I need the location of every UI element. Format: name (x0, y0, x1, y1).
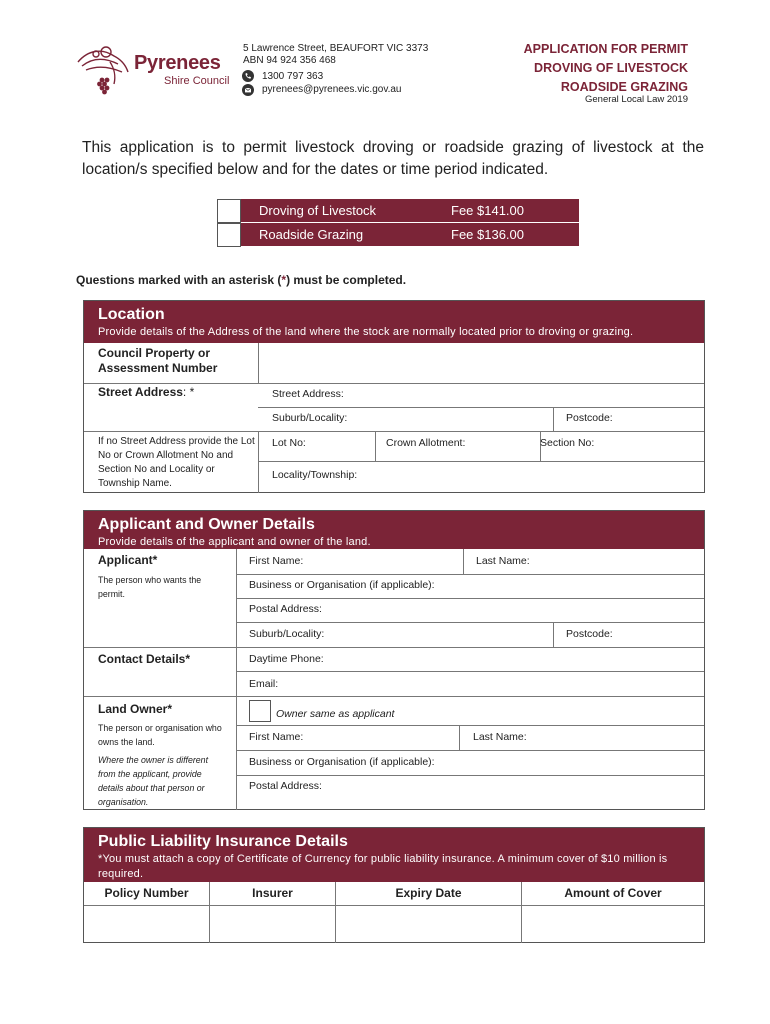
title-line-1: APPLICATION FOR PERMIT (523, 42, 688, 56)
applicant-business[interactable]: Business or Organisation (if applicable): (249, 579, 435, 591)
owner-first-name[interactable]: First Name: (249, 731, 304, 743)
col-amount-of-cover: Amount of Cover (564, 886, 662, 900)
address-line: 5 Lawrence Street, BEAUFORT VIC 3373 (243, 43, 429, 54)
crown-allotment-field[interactable]: Crown Allotment: (386, 437, 466, 449)
email-icon (242, 84, 254, 96)
phone-icon (242, 70, 254, 82)
title-line-2: DROVING OF LIVESTOCK (534, 61, 688, 75)
council-property-label: Council Property or Assessment Number (98, 346, 218, 375)
required-note-after: ) must be completed. (286, 273, 407, 287)
location-section (83, 300, 705, 493)
owner-postal[interactable]: Postal Address: (249, 780, 322, 792)
street-address-field[interactable]: Street Address: (272, 388, 344, 400)
intro-text: This application is to permit livestock droving or roadside grazing of livestock at the location/s specified below and for the dates or time period indicated. (82, 139, 704, 178)
locality-township-field[interactable]: Locality/Township: (272, 469, 358, 481)
no-street-help: If no Street Address provide the Lot No or Crown Allotment No and Section No and Locality or Township Name. (98, 436, 255, 489)
title-line-3: ROADSIDE GRAZING (560, 80, 688, 94)
amount-of-cover-input[interactable] (523, 907, 703, 942)
council-property-input[interactable] (259, 344, 703, 382)
daytime-phone-field[interactable]: Daytime Phone: (249, 653, 324, 665)
phone-number: 1300 797 363 (262, 71, 324, 82)
required-note (76, 273, 406, 287)
postcode-field[interactable]: Postcode: (566, 412, 613, 424)
fee-label: Roadside Grazing (259, 227, 364, 242)
col-policy-number: Policy Number (104, 886, 189, 900)
applicant-section (83, 510, 705, 810)
owner-same-label: Owner same as applicant (276, 708, 395, 720)
owner-business[interactable]: Business or Organisation (if applicable): (249, 756, 435, 768)
land-owner-label: Land Owner* (98, 702, 173, 716)
applicant-suburb[interactable]: Suburb/Locality: (249, 628, 325, 640)
lot-no-field[interactable]: Lot No: (272, 437, 306, 449)
suburb-field[interactable]: Suburb/Locality: (272, 412, 348, 424)
insurance-title: Public Liability Insurance Details (98, 833, 348, 850)
applicant-label: Applicant* (98, 553, 158, 567)
org-name: Pyrenees (134, 52, 221, 74)
asterisk: * (281, 273, 287, 287)
insurance-desc: *You must attach a copy of Certificate of Currency for public liability insurance. A minimum cover of $10 million is required. (98, 853, 668, 880)
street-address-label (98, 385, 194, 399)
fee-amount: Fee $136.00 (451, 227, 525, 242)
insurer-input[interactable] (211, 907, 334, 942)
insurance-section (83, 827, 705, 943)
location-header (84, 301, 704, 343)
owner-help: The person or organisation who owns the land. (98, 723, 222, 747)
fee-row-grazing (217, 223, 579, 247)
fee-table (217, 199, 579, 247)
applicant-help: The person who wants the permit. (98, 575, 202, 599)
org-subtitle: Shire Council (164, 75, 230, 87)
applicant-title: Applicant and Owner Details (98, 516, 315, 533)
email-address[interactable]: pyrenees@pyrenees.vic.gov.au (262, 84, 402, 95)
address-block (243, 43, 428, 67)
applicant-postcode[interactable]: Postcode: (566, 628, 613, 640)
street-address-required: : * (182, 385, 195, 399)
policy-number-input[interactable] (85, 907, 208, 942)
droving-checkbox[interactable] (217, 199, 241, 223)
street-address-label-text: Street Address (98, 385, 183, 399)
section-no-field[interactable]: Section No: (540, 437, 595, 449)
col-insurer: Insurer (252, 886, 293, 900)
abn-line: ABN 94 924 356 468 (243, 55, 336, 66)
email-field[interactable]: Email: (249, 678, 279, 690)
expiry-date-input[interactable] (337, 907, 520, 942)
applicant-first-name[interactable]: First Name: (249, 555, 304, 567)
local-law: General Local Law 2019 (585, 94, 688, 105)
fee-amount: Fee $141.00 (451, 203, 525, 218)
insurance-header (84, 828, 704, 882)
owner-same-checkbox[interactable] (249, 700, 271, 722)
applicant-last-name[interactable]: Last Name: (476, 555, 530, 567)
fee-label: Droving of Livestock (259, 203, 377, 218)
contact-details-label: Contact Details* (98, 652, 191, 666)
applicant-header (84, 511, 704, 549)
owner-last-name[interactable]: Last Name: (473, 731, 527, 743)
location-desc: Provide details of the Address of the land where the stock are normally located prior to droving or grazing. (98, 326, 634, 338)
col-expiry-date: Expiry Date (395, 886, 462, 900)
grazing-checkbox[interactable] (217, 223, 241, 247)
fee-row-droving (217, 199, 579, 223)
required-note-before: Questions marked with an asterisk ( (76, 273, 282, 287)
applicant-postal[interactable]: Postal Address: (249, 603, 322, 615)
applicant-desc: Provide details of the applicant and owner of the land. (98, 536, 371, 548)
form-title (524, 40, 688, 97)
location-title: Location (98, 306, 165, 323)
owner-help-different: Where the owner is different from the applicant, provide details about that person or organisation. (98, 755, 209, 807)
